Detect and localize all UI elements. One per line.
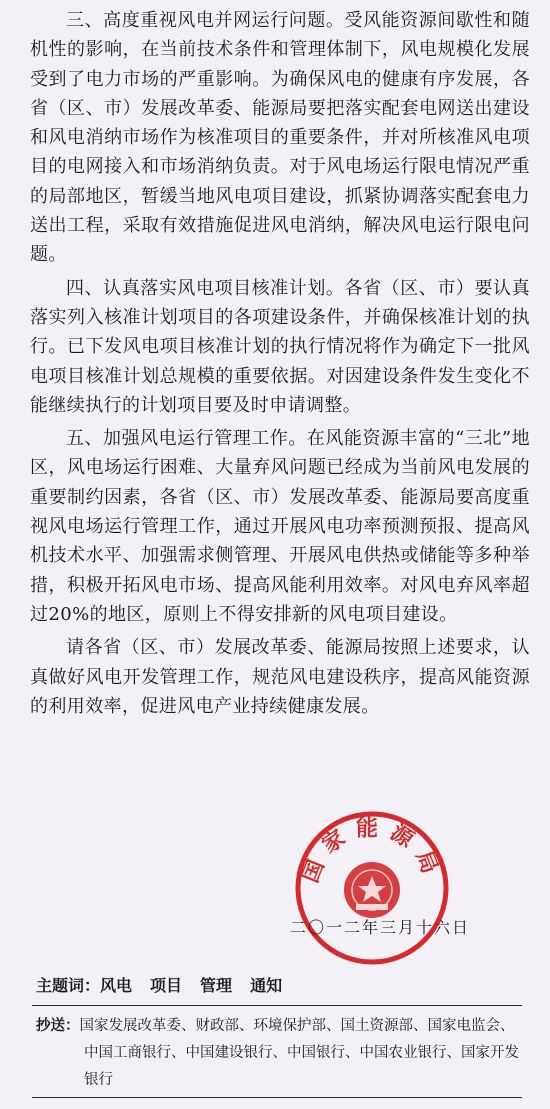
cc-recipients-1: 国家发展改革委、财政部、环境保护部、国土资源部、国家电监会、 bbox=[79, 1018, 515, 1034]
divider bbox=[32, 1097, 522, 1098]
cc-block bbox=[36, 1012, 526, 1094]
keyword-item: 管理 bbox=[200, 976, 233, 995]
subject-keywords bbox=[36, 973, 282, 996]
keywords-label: 主题词： bbox=[36, 976, 101, 995]
paragraph-4: 四、认真落实风电项目核准计划。各省（区、市）要认真落实列入核准计划项目的各项建设条件，并确保核准计划的执行。已下发风电项目核准计划的执行情况将作为确定下一批风电项目核准计划总规模的重要依据。对因建设条件发生变化不能继续执行的计划项目要及时申请调整。 bbox=[30, 277, 530, 416]
paragraph-5: 五、加强风电运行管理工作。在风能资源丰富的“三北”地区，风电场运行困难、大量弃风问题已经成为当前风电发展的重要制约因素，各省（区、市）发展改革委、能源局要高度重视风电场运行管理工作，通过开展风电功率预测预报、提高风机技术水平、加强需求侧管理、开展风电供热或储能等多种举措，积极开拓风电市场、提高风能利用效率。对风电弃风率超过20%的地区，原则上不得安排新的风电项目建设。 bbox=[30, 428, 530, 625]
cc-recipients-3: 银行 bbox=[84, 1072, 113, 1088]
keyword-item: 风电 bbox=[100, 976, 133, 995]
cc-line-1 bbox=[36, 1012, 526, 1040]
keyword-item: 项目 bbox=[150, 976, 183, 995]
paragraph-3: 三、高度重视风电并网运行问题。受风能资源间歇性和随机性的影响，在当前技术条件和管理体制下，风电规模化发展受到了电力市场的严重影响。为确保风电的健康有序发展，各省（区、市）发展改革委、能源局要把落实配套电网送出建设和风电消纳市场作为核准项目的重要条件，并对所核准风电项目的电网接入和市场消纳负责。对于风电场运行限电情况严重的局部地区，暂缓当地风电项目建设，抓紧协调落实配套电力送出工程，采取有效措施促进风电消纳，解决风电运行限电问题。 bbox=[30, 10, 530, 266]
cc-label: 抄送： bbox=[36, 1017, 80, 1034]
seal-text: 国家能源局 bbox=[297, 815, 447, 887]
cc-recipients-2: 中国工商银行、中国建设银行、中国银行、中国农业银行、国家开发 bbox=[84, 1045, 519, 1061]
divider bbox=[32, 1005, 522, 1006]
keyword-item: 通知 bbox=[250, 976, 283, 995]
official-seal-icon bbox=[292, 808, 452, 968]
issue-date: 二〇一二年三月十六日 bbox=[290, 918, 471, 937]
document-body bbox=[30, 6, 530, 725]
paragraph-closing: 请各省（区、市）发展改革委、能源局按照上述要求，认真做好风电开发管理工作，规范风电建设秩序，提高风能资源的利用效率，促进风电产业持续健康发展。 bbox=[30, 637, 530, 717]
